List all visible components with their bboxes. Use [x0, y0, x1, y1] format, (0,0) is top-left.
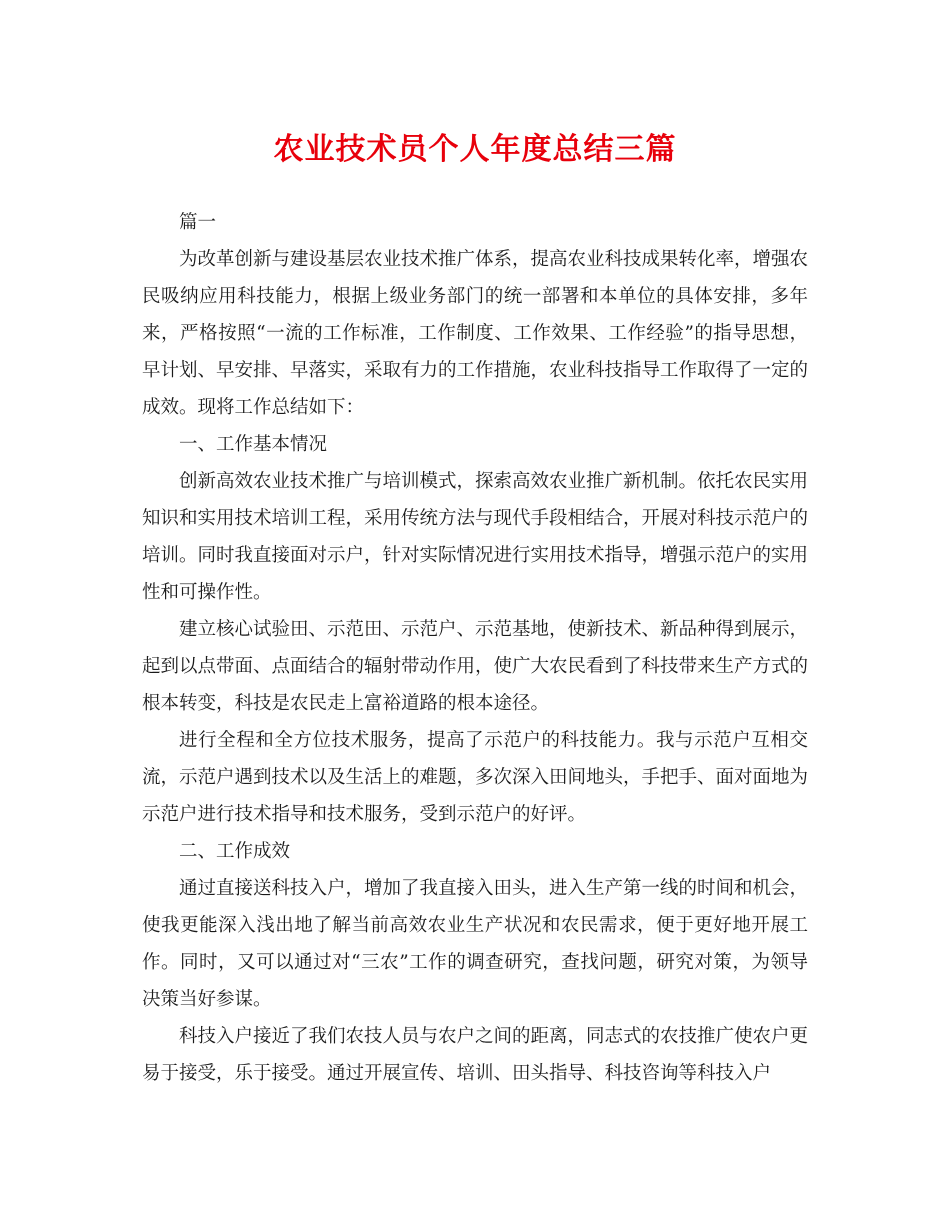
paragraph-technical-service: 进行全程和全方位技术服务，提高了示范户的科技能力。我与示范户互相交流，示范户遇到技术以及生活上的难题，多次深入田间地头，手把手、面对面地为示范户进行技术指导和技术服务，受到示范户的好评。 [142, 730, 809, 825]
paragraph-farmer-distance: 科技入户接近了我们农技人员与农户之间的距离，同志式的农技推广使农户更易于接受，乐于接受。通过开展宣传、培训、田头指导、科技咨询等科技入户 [142, 1026, 809, 1084]
heading-basic-situation: 一、工作基本情况 [179, 434, 328, 455]
intro-paragraph: 为改革创新与建设基层农业技术推广体系，提高农业科技成果转化率，增强农民吸纳应用科技能力，根据上级业务部门的统一部署和本单位的具体安排，多年来，严格按照“一流的工作标准，工作制度、工作效果、工作经验”的指导思想，早计划、早安排、早落实，采取有力的工作措施，农业科技指导工作取得了一定的成效。现将工作总结如下： [142, 249, 809, 418]
heading-work-results: 二、工作成效 [179, 841, 291, 862]
paragraph-demonstration-fields: 建立核心试验田、示范田、示范户、示范基地，使新技术、新品种得到展示，起到以点带面、点面结合的辐射带动作用，使广大农民看到了科技带来生产方式的根本转变，科技是农民走上富裕道路的根本途径。 [142, 619, 809, 714]
document-body [142, 204, 808, 1092]
document-title: 农业技术员个人年度总结三篇 [273, 132, 677, 167]
section-label-part-one: 篇一 [179, 212, 217, 233]
paragraph-training-mode: 创新高效农业技术推广与培训模式，探索高效农业推广新机制。依托农民实用知识和实用技术培训工程，采用传统方法与现代手段相结合，开展对科技示范户的培训。同时我直接面对示户，针对实际情况进行实用技术指导，增强示范户的实用性和可操作性。 [142, 471, 809, 603]
paragraph-field-access: 通过直接送科技入户，增加了我直接入田头，进入生产第一线的时间和机会，使我更能深入浅出地了解当前高效农业生产状况和农民需求，便于更好地开展工作。同时，又可以通过对“三农”工作的调查研究，查找问题，研究对策，为领导决策当好参谋。 [142, 878, 809, 1010]
